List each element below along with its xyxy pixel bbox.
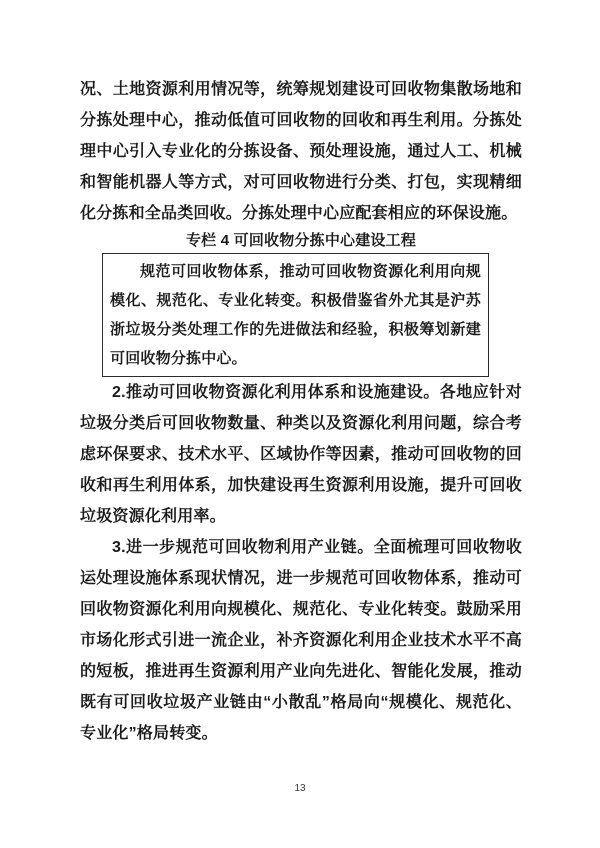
callout-box-content: 规范可回收物体系，推动可回收物资源化利用向规模化、规范化、专业化转变。积极借鉴省外尤其是沪苏浙垃圾分类处理工作的先进做法和经验，积极筹划新建可回收物分拣中心。 (110, 263, 481, 367)
callout-box-title: 专栏 4 可回收物分拣中心建设工程 (185, 232, 417, 249)
page-number: 13 (294, 783, 306, 794)
paragraph-2-lead: 2.推动可回收物资源化利用体系和设施建设。 (112, 384, 440, 401)
document-content (80, 74, 522, 749)
paragraph-continuation: 况、土地资源利用情况等，统筹规划建设可回收物集散场地和分拣处理中心，推动低值可回收物的回收和再生利用。分拣处理中心引入专业化的分拣设备、预处理设施，通过人工、机械和智能机器人等方式，对可回收物进行分类、打包，实现精细化分拣和全品类回收。分拣处理中心应配套相应的环保设施。 (80, 81, 522, 222)
paragraph-2 (80, 377, 522, 532)
paragraph-3-body: 全面梳理可回收物收运处理设施体系现状情况，进一步规范可回收物体系，推动可回收物资源化利用向规模化、规范化、专业化转变。鼓励采用市场化形式引进一流企业，补齐资源化利用企业技术水平不高的短板，推进再生资源利用产业向先进化、智能化发展，推动既有可回收垃圾产业链由“小散乱”格局向“规模化、规范化、专业化”格局转变。 (80, 539, 522, 742)
paragraph-2-body: 各地应针对垃圾分类后可回收物数量、种类以及资源化利用问题，综合考虑环保要求、技术水平、区域协作等因素，推动可回收物的回收和再生利用体系，加快建设再生资源利用设施，提升可回收垃圾资源化利用率。 (80, 384, 522, 525)
callout-box (102, 253, 489, 377)
paragraph-3 (80, 532, 522, 749)
paragraph-3-lead: 3.进一步规范可回收物利用产业链。 (112, 539, 374, 556)
